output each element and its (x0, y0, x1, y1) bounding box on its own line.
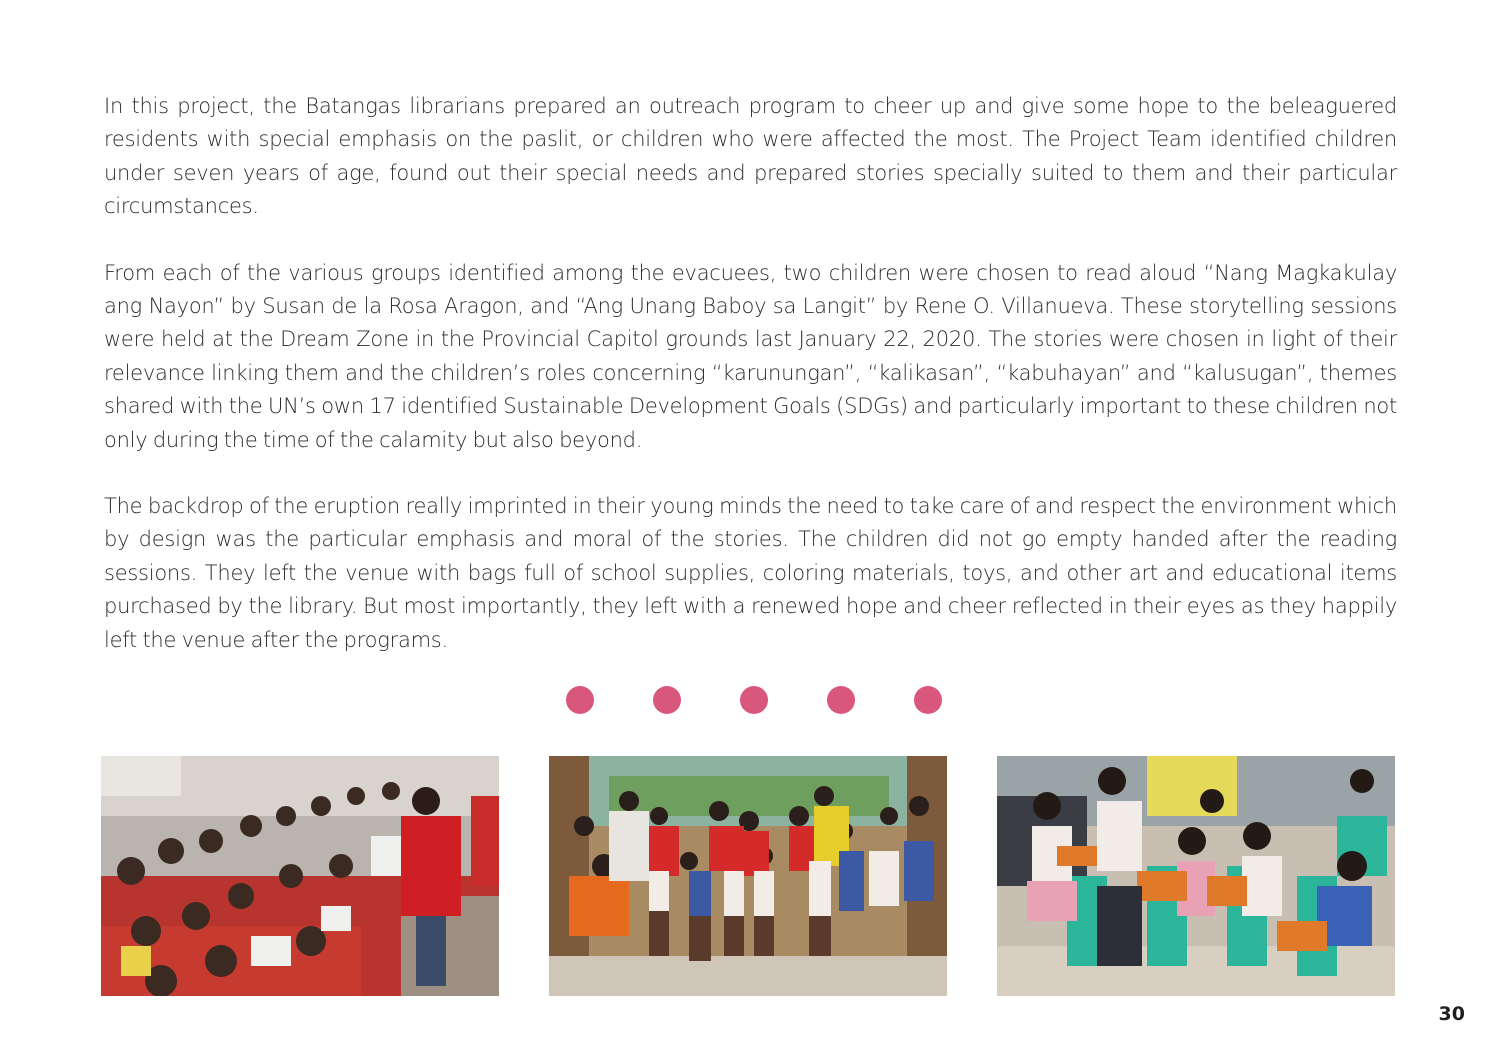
divider-dot (914, 686, 942, 714)
divider-dot (740, 686, 768, 714)
dot-divider (566, 686, 942, 714)
paragraph-storytelling: From each of the various groups identified among the evacuees, two children were chosen to read aloud “Nang Magkakulay ang Nayon” by Susan de la Rosa Aragon, and “Ang Unang Baboy sa Langit” by Rene O. Villanueva. These storytelling sessions were held at the Dream Zone in the Provincial Capitol grounds last January 22, 2020. The stories were chosen in light of their relevance linking them and the children’s roles concerning “karunungan”, “kalikasan”, “kabuhayan” and “kalusugan”, themes shared with the UN’s own 17 identified Sustainable Development Goals (SDGs) and particularly important to these children not only during the time of the calamity but also beyond. (104, 260, 1397, 452)
divider-dot (827, 686, 855, 714)
body-text (104, 90, 1397, 690)
paragraph-intro: In this project, the Batangas librarians prepared an outreach program to cheer up and give some hope to the beleaguered residents with special emphasis on the paslit, or children who were affected the most. The Project Team identified children under seven years of age, found out their special needs and prepared stories specially suited to them and their particular circumstances. (104, 94, 1397, 219)
paragraph-outcome: The backdrop of the eruption really imprinted in their young minds the need to take care of and respect the environment which by design was the particular emphasis and moral of the stories. The children did not go empty handed after the reading sessions. They left the venue with bags full of school supplies, coloring materials, toys, and other art and educational items purchased by the library. But most importantly, they left with a renewed hope and cheer reflected in their eyes as they happily left the venue after the programs. (104, 494, 1397, 652)
page-number: 30 (1438, 1003, 1465, 1025)
divider-dot (566, 686, 594, 714)
divider-dot (653, 686, 681, 714)
photo-group-with-librarians (549, 756, 947, 996)
photo-children-receiving-supplies (101, 756, 499, 996)
photo-girls-reading-books (997, 756, 1395, 996)
